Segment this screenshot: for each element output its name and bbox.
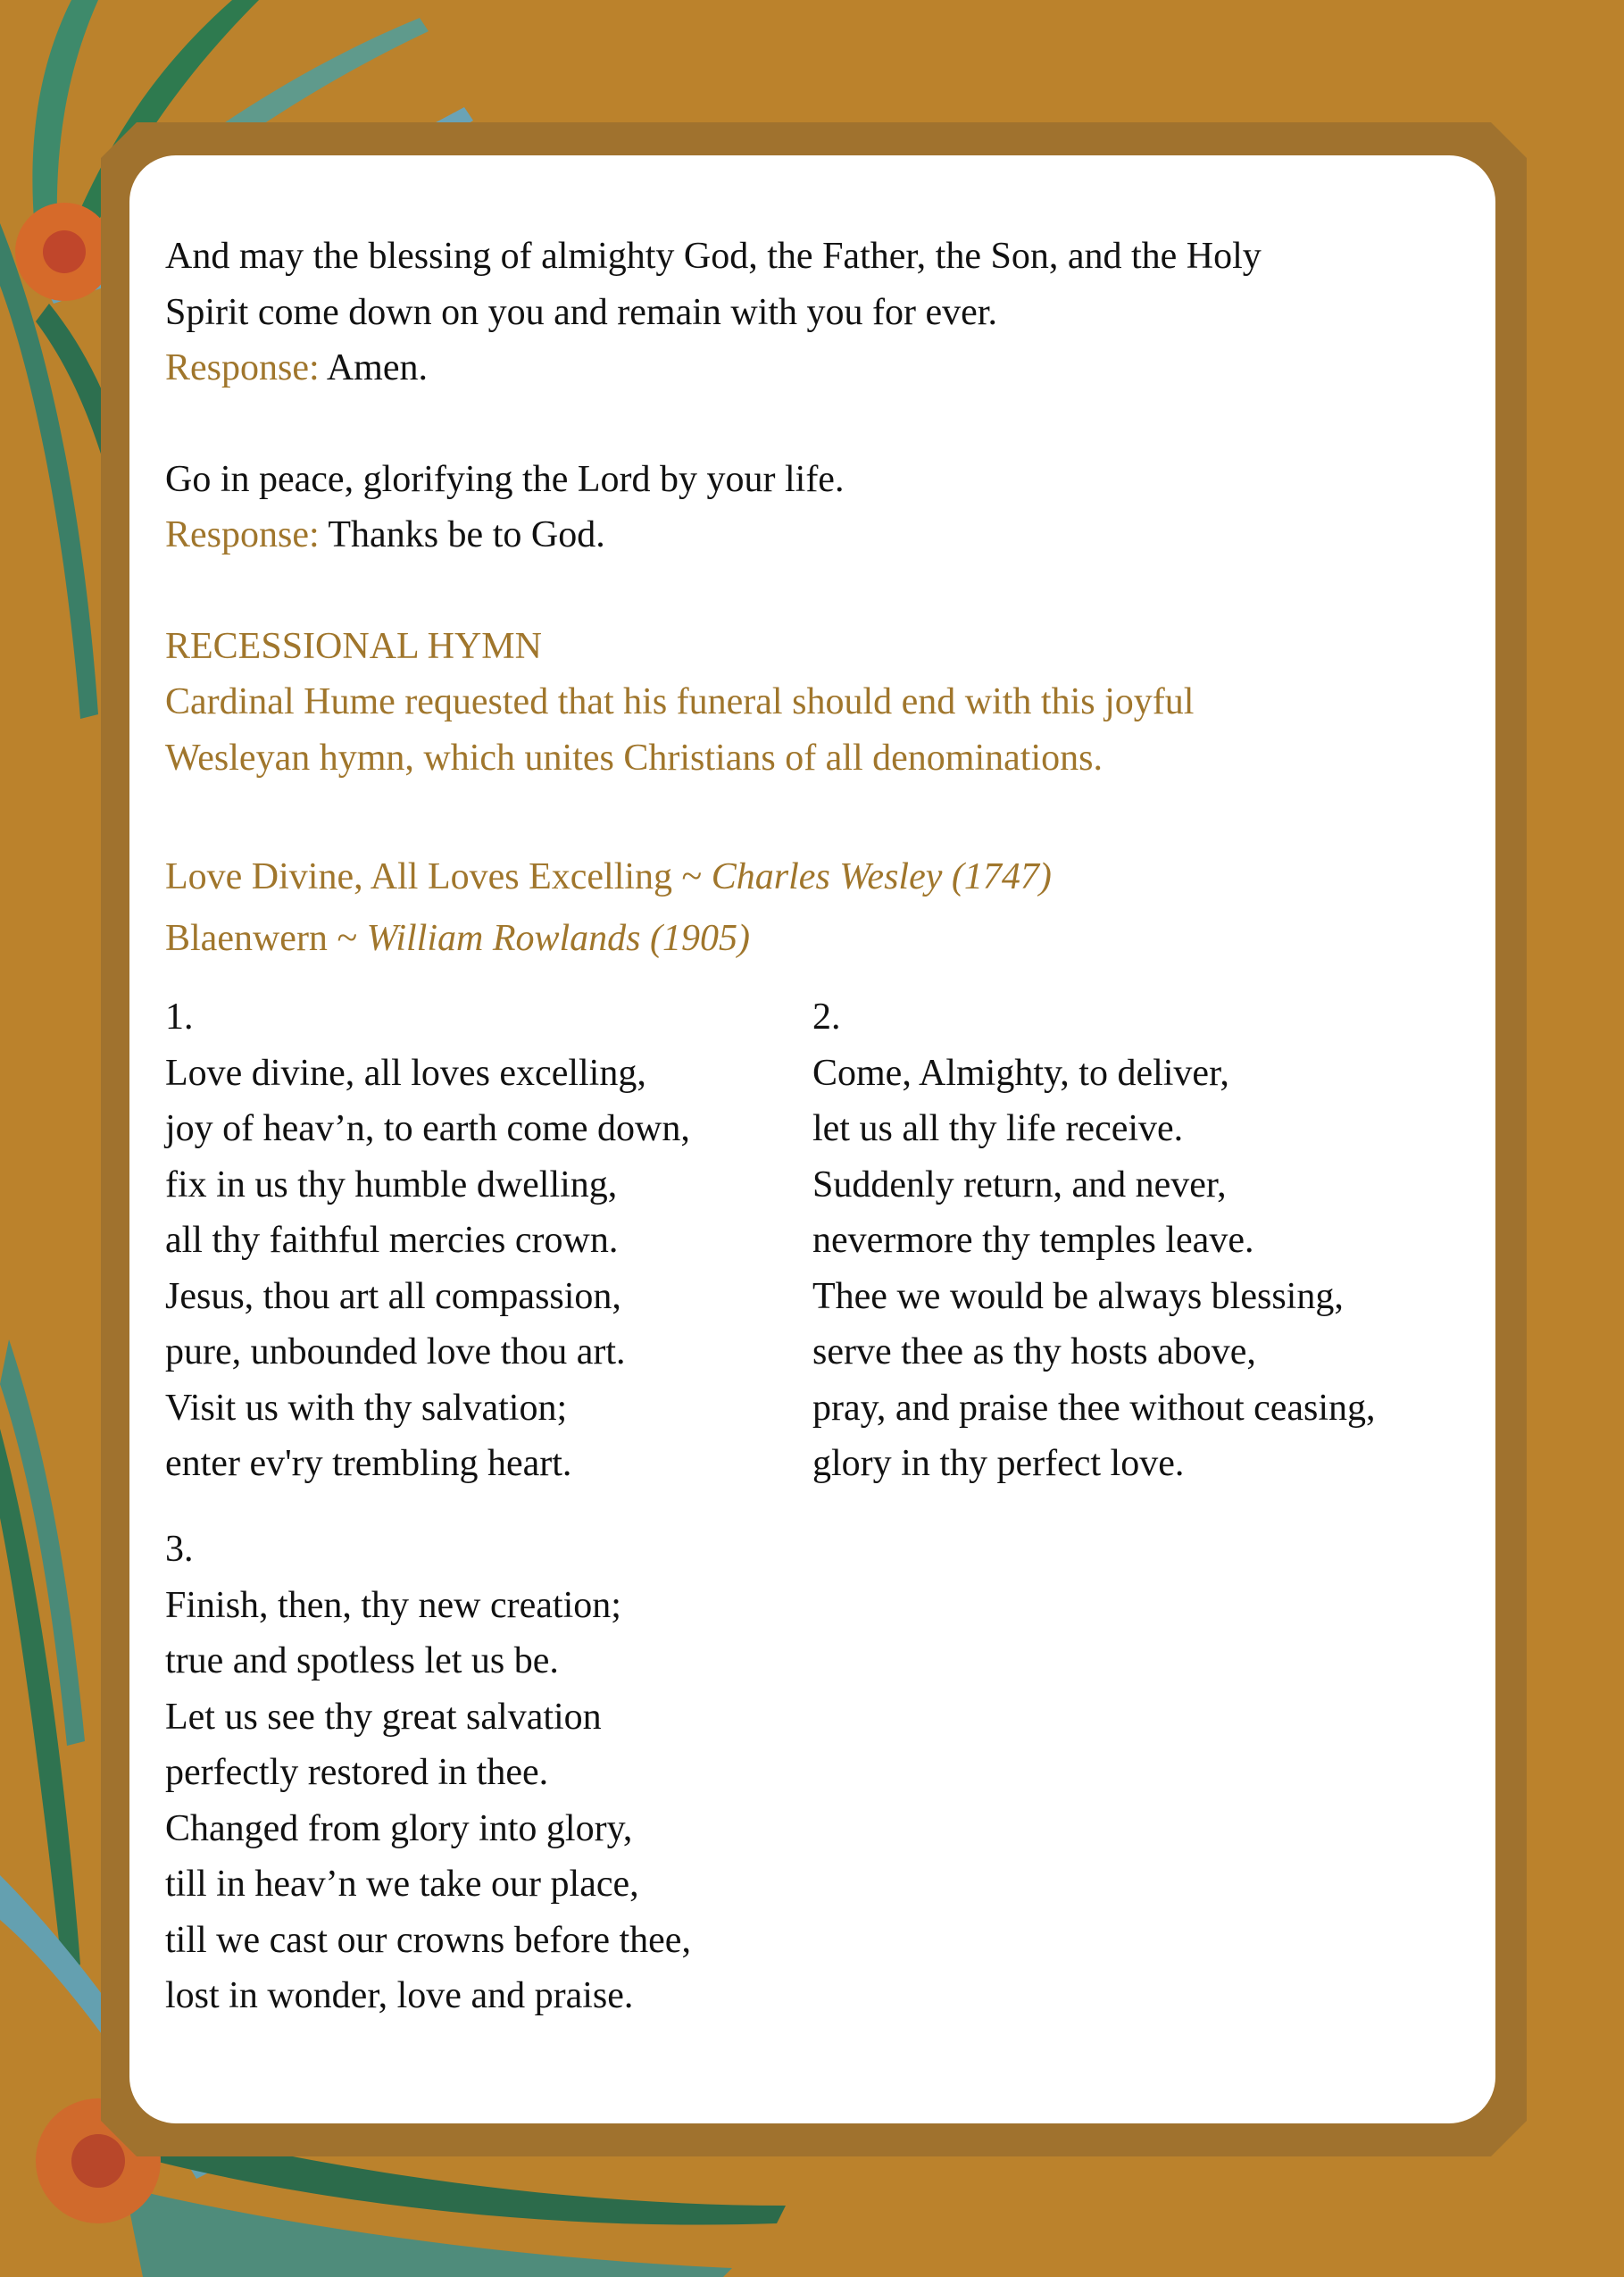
blessing-line-2: Spirit come down on you and remain with you for ever.: [165, 291, 997, 333]
verse-line: pray, and praise thee without ceasing,: [812, 1387, 1376, 1429]
verse-line: till we cast our crowns before thee,: [165, 1919, 691, 1961]
hymn-composer: William Rowlands (1905): [366, 918, 751, 959]
verse-1: [165, 989, 790, 1492]
verse-number: 1.: [165, 997, 194, 1038]
verse-line: Jesus, thou art all compassion,: [165, 1275, 621, 1317]
verse-line: true and spotless let us be.: [165, 1640, 559, 1681]
verse-line: Thee we would be always blessing,: [812, 1275, 1344, 1317]
verse-line: Finish, then, thy new creation;: [165, 1584, 621, 1626]
response-label: Response:: [165, 514, 320, 555]
verse-3: [165, 1522, 790, 2024]
verse-line: Come, Almighty, to deliver,: [812, 1052, 1229, 1094]
hymn-title: Love Divine, All Loves Excelling: [165, 856, 673, 897]
hymn-title-line: [165, 847, 1442, 908]
verse-number: 3.: [165, 1529, 194, 1570]
hymn-verses: [165, 989, 1442, 2025]
recessional-section: [165, 619, 1442, 787]
verse-line: glory in thy perfect love.: [812, 1443, 1185, 1484]
verse-line: all thy faithful mercies crown.: [165, 1220, 619, 1261]
response-label: Response:: [165, 347, 320, 388]
hymn-author: Charles Wesley (1747): [711, 856, 1052, 897]
dismissal-line: Go in peace, glorifying the Lord by your life.: [165, 458, 845, 500]
verse-line: fix in us thy humble dwelling,: [165, 1164, 618, 1205]
verse-line: perfectly restored in thee.: [165, 1752, 549, 1793]
section-note-line-2: Wesleyan hymn, which unites Christians of all denominations.: [165, 737, 1103, 779]
verse-line: lost in wonder, love and praise.: [165, 1975, 634, 2016]
verse-line: Love divine, all loves excelling,: [165, 1052, 646, 1094]
blessing-text: [165, 229, 1442, 396]
verse-line: nevermore thy temples leave.: [812, 1220, 1254, 1261]
blessing-line-1: And may the blessing of almighty God, the Father, the Son, and the Holy: [165, 236, 1262, 277]
verse-line: Changed from glory into glory,: [165, 1807, 633, 1849]
hymn-tune: Blaenwern: [165, 918, 328, 959]
verse-number: 2.: [812, 997, 841, 1038]
verse-line: serve thee as thy hosts above,: [812, 1331, 1256, 1372]
dismissal-text: [165, 452, 1442, 563]
verse-line: till in heav’n we take our place,: [165, 1864, 639, 1905]
verse-line: joy of heav’n, to earth come down,: [165, 1108, 690, 1149]
verse-line: Visit us with thy salvation;: [165, 1387, 568, 1429]
page-content: [165, 229, 1442, 2025]
response-text: Thanks be to God.: [328, 514, 605, 555]
separator: ~: [337, 918, 358, 959]
section-note-line-1: Cardinal Hume requested that his funeral should end with this joyful: [165, 681, 1195, 722]
response-text: Amen.: [326, 347, 428, 388]
separator: ~: [681, 856, 703, 897]
verse-line: let us all thy life receive.: [812, 1108, 1184, 1149]
verse-line: enter ev'ry trembling heart.: [165, 1443, 572, 1484]
verse-line: Let us see thy great salvation: [165, 1696, 602, 1738]
verse-2: [812, 989, 1437, 1492]
hymn-tune-line: [165, 908, 1442, 970]
verse-line: Suddenly return, and never,: [812, 1164, 1227, 1205]
verse-line: pure, unbounded love thou art.: [165, 1331, 626, 1372]
section-heading: RECESSIONAL HYMN: [165, 625, 542, 667]
